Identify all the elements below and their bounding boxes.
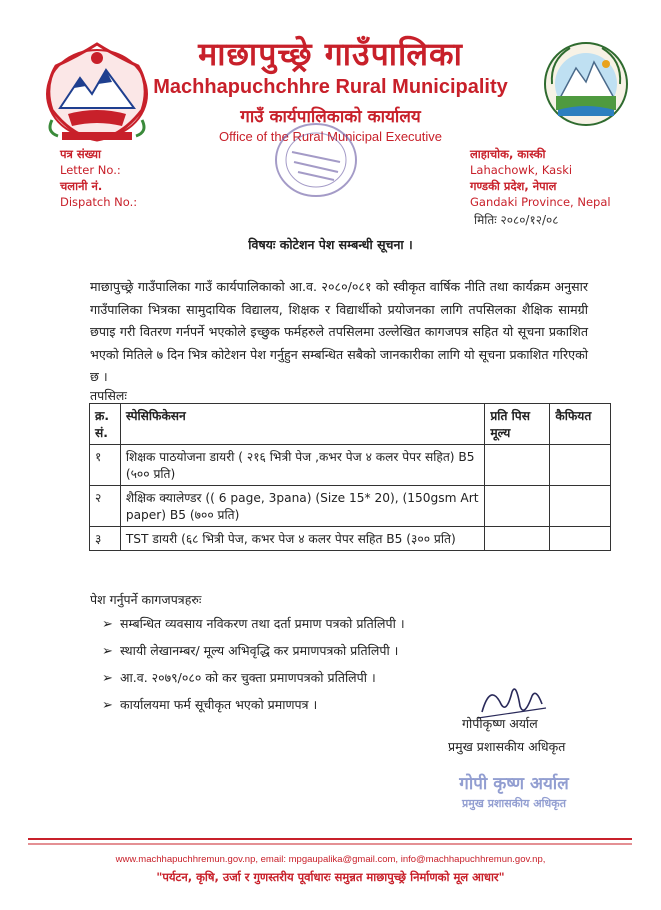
row-price (485, 527, 550, 551)
letter-number-label-en: Letter No.: (60, 163, 121, 177)
letter-date: मितिः २०८०/१२/०८ (474, 213, 559, 227)
row-spec: शिक्षक पाठयोजना डायरी ( २१६ भित्री पेज ,कभर पेज ४ कलर पेपर सहित) B5 (५०० प्रति) (120, 445, 485, 486)
row-spec: TST डायरी (६८ भित्री पेज, कभर पेज ४ कलर पेपर सहित B5 (३०० प्रति) (120, 527, 485, 551)
table-row (90, 445, 611, 486)
reference-block-left (60, 146, 137, 210)
document-text: सम्बन्धित व्यवसाय नविकरण तथा दर्ता प्रमाण पत्रको प्रतिलिपी । (120, 616, 405, 631)
province-english: Gandaki Province, Nepal (470, 195, 611, 209)
arrow-bullet-icon: ➢ (102, 617, 113, 632)
letter-number-label-np: पत्र संख्या (60, 147, 102, 161)
list-item (102, 665, 405, 692)
document-text: कार्यालयमा फर्म सूचीकृत भएको प्रमाणपत्र । (120, 697, 318, 712)
specification-table (89, 403, 611, 551)
row-remarks (550, 486, 611, 527)
footer-slogan: "पर्यटन, कृषि, उर्जा र गुणस्तरीय पूर्वाधारः समुन्नत माछापुच्छ्रे निर्माणको मूल आधार" (156, 870, 505, 884)
arrow-bullet-icon: ➢ (102, 644, 113, 659)
column-header-remarks: कैफियत (550, 404, 611, 445)
name-stamp (440, 772, 588, 822)
document-text: आ.व. २०७९/०८० को कर चुक्ता प्रमाणपत्रको प्रतिलिपी । (120, 670, 376, 685)
row-sn: २ (90, 486, 121, 527)
office-name-english: Office of the Rural Municipal Executive (218, 129, 443, 144)
municipality-name-english: Machhapuchchhre Rural Municipality (153, 76, 508, 98)
table-row (90, 486, 611, 527)
document-text: स्थायी लेखानम्बर/ मूल्य अभिवृद्धि कर प्रमाणपत्रको प्रतिलिपी । (120, 643, 399, 658)
municipality-name-nepali: माछापुच्छ्रे गाउँपालिका (198, 35, 463, 73)
footer-contacts: www.machhapuchhremun.gov.np, email: mpgaupalika@gmail.com, info@machhapuchhremun.gov.np, (115, 854, 546, 865)
row-price (485, 486, 550, 527)
details-label: तपसिलः (90, 388, 127, 403)
list-item (102, 638, 405, 665)
row-price (485, 445, 550, 486)
row-remarks (550, 445, 611, 486)
table-row (90, 527, 611, 551)
row-spec: शैक्षिक क्यालेण्डर (( 6 page, 3pana) (Size 15* 20), (150gsm Art paper) B5 (७०० प्रति) (120, 486, 485, 527)
signer-name: गोपीकृष्ण अर्याल (462, 716, 538, 731)
province-nepali: गण्डकी प्रदेश, नेपाल (470, 179, 557, 193)
column-header-spec: स्पेसिफिकेसन (120, 404, 485, 445)
letter-subject: विषयः कोटेशन पेश सम्बन्धी सूचना । (248, 237, 413, 252)
arrow-bullet-icon: ➢ (102, 698, 113, 713)
column-header-sn: क्र. सं. (90, 404, 121, 445)
row-remarks (550, 527, 611, 551)
list-item (102, 611, 405, 638)
address-nepali: लाहाचोक, कास्की (470, 147, 546, 161)
dispatch-number-label-en: Dispatch No.: (60, 195, 138, 209)
required-documents-label: पेश गर्नुपर्ने कागजपत्रहरुः (90, 592, 202, 607)
name-stamp-name: गोपी कृष्ण अर्याल (459, 774, 569, 794)
office-stamp-icon (268, 118, 364, 202)
office-name-nepali: गाउँ कार्यपालिकाको कार्यालय (240, 107, 421, 127)
signer-title: प्रमुख प्रशासकीय अधिकृत (448, 739, 566, 754)
arrow-bullet-icon: ➢ (102, 671, 113, 686)
notice-body: माछापुच्छ्रे गाउँपालिका गाउँ कार्यपालिकाको आ.व. २०८०/०८१ को स्वीकृत वार्षिक नीति तथा कार्यक्रम अनुसार गाउँपालिका भित्रका सामुदायिक विद्यालय, शिक्षक र विद्यार्थीको प्रयोजनका लागि तपसिलका शैक्षिक सामग्री छपाइ गरी वितरण गर्नपर्ने भएकोले इच्छुक फर्महरुले तपसिलमा उल्लेखित कागजपत्र सहित यो सूचना प्रकाशित भएको मितिले ७ दिन भित्र कोटेशन पेश गर्नुहुन सम्बन्धित सबैको जानकारीका लागि यो सूचना प्रकाशित गरिएको छ । (90, 279, 589, 384)
column-header-price: प्रति पिस मूल्य (485, 404, 550, 445)
list-item (102, 692, 405, 719)
municipality-logo-icon (542, 40, 630, 130)
table-header-row (90, 404, 611, 445)
footer-divider (28, 838, 632, 846)
dispatch-number-label-np: चलानी नं. (60, 179, 103, 193)
address-block-right (470, 146, 611, 210)
required-documents-list (102, 611, 405, 719)
row-sn: १ (90, 445, 121, 486)
name-stamp-title: प्रमुख प्रशासकीय अधिकृत (462, 797, 566, 810)
row-sn: ३ (90, 527, 121, 551)
address-english: Lahachowk, Kaski (470, 163, 573, 177)
